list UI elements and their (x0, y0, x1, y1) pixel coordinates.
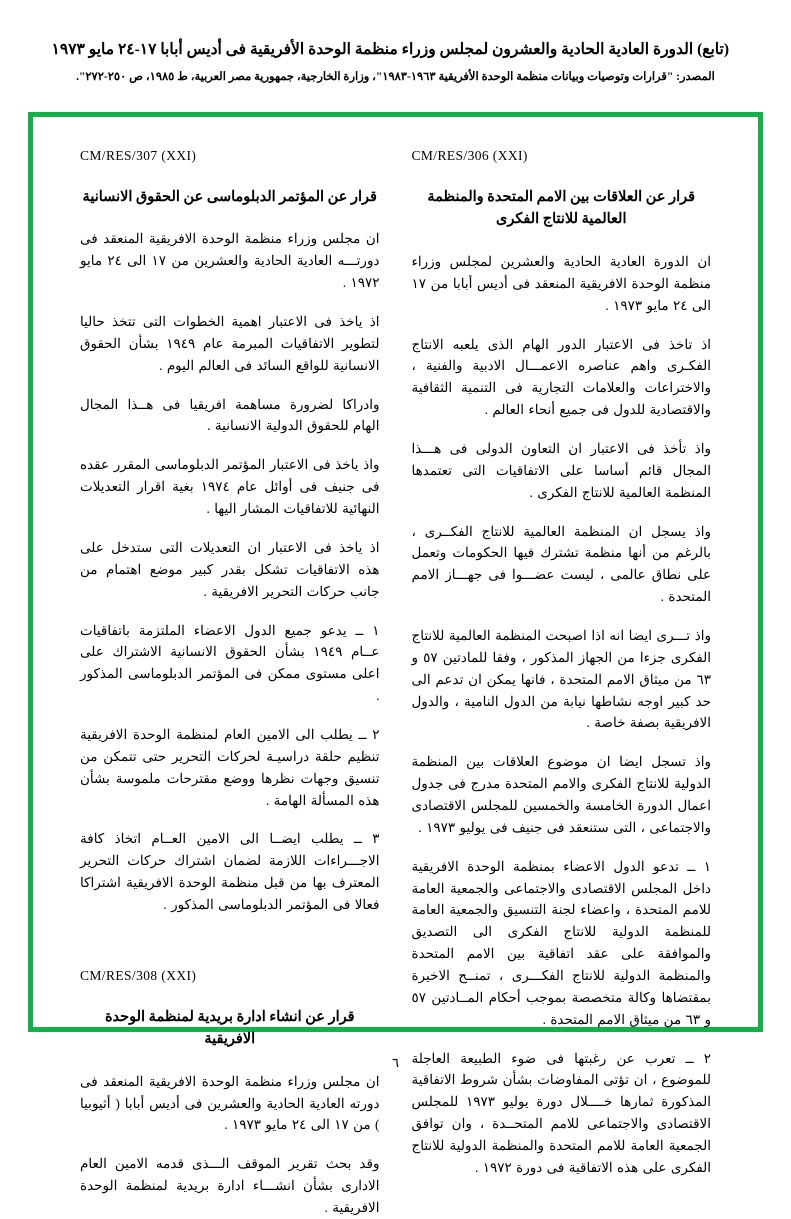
green-border-frame (28, 112, 763, 1216)
two-column-body (58, 134, 733, 1216)
resolution-title: قرار عن انشاء ادارة بريدية لمنظمة الوحدة الافريقية (104, 1008, 355, 1048)
paragraph: اذ ياخذ فى الاعتبار ان التعديلات التى ستدخل على هذه الاتفاقيات تشكل بقدر كبير موضع اهتمام من جانب حركات التحرير الافريقية . (80, 539, 380, 599)
paragraph: اذ ياخذ فى الاعتبار اهمية الخطوات التى تتخذ حاليا لتطوير الاتفاقيات المبرمة عام ١٩٤٩ بشأن الحقوق الانسانية للواقع السائد فى العالم اليوم . (80, 314, 380, 373)
paragraph: ان مجلس وزراء منظمة الوحدة الافريقية المنعقد فى دورته العادية الحادية والعشرين فى أديس أبابا ( أثيوبيا ) من ١٧ الى ٢٤ مايو ١٩٧٣ . (80, 1073, 380, 1133)
paragraph: واذ تسجل ايضا ان موضوع العلاقات بين المنظمة الدولية للانتاج الفكرى والامم المتحدة مدرج فى جدول اعمال الدورة الخامسة والخمسين للمجلس الاقتصادى والاجتماعى ، التى ستنعقد فى جنيف فى يوليو ١٩٧٣ . (411, 754, 711, 835)
resolution-code: CM/RES/306 (XXI) (411, 148, 528, 163)
header-title: (تابع) الدورة العادية الحادية والعشرون لمجلس وزراء منظمة الوحدة الأفريقية فى أديس أبابا ١٧-٢٤ مايو ١٩٧٣ (51, 41, 729, 58)
paragraph: ٢ ــ تعرب عن رغبتها فى ضوء الطبيعة العاجلة للموضوع ، ان تؤتى المفاوضات بشأن شروط الاتفاقية المذكورة ثمارها خــــلال دورة يوليو ١٩٧٣ للمجلس الاقتصادى والاجتماعى للامم المتحــدة ، وان توافق الجمعية العامة للامم المتحدة والمنظمة الدولية للانتاج الفكرى على هذه الاتفاقية فى دورة ١٩٧٢ . (411, 1050, 711, 1175)
column-left (396, 134, 734, 1175)
paragraph: ١ ــ تدعو الدول الاعضاء بمنظمة الوحدة الافريقية داخل المجلس الاقتصادى والاجتماعى والجمعية العامة للامم المتحدة ، واعضاء لجنة التنسيق والجمعية العامة للمنظمة الدولية للانتاج الفكرى الى التصديق والموافقة على عقد اتفاقية بين الامم المتحدة والمنظمة الدولية للانتاج الفكـــرى ، تمنــح الاخيرة بمقتضاها وكالة متخصصة بموجب أحكام المــادتين ٥٧ و ٦٣ من ميثاق الامم المتحدة . (411, 858, 711, 1027)
resolution-306 (412, 148, 712, 1179)
page-number: ٦ (392, 1055, 399, 1070)
paragraph: واذ تـــرى ايضا انه اذا اصبحت المنظمة العالمية للانتاج الفكرى جزءا من الجهاز المذكور ، وفقا للمادتين ٥٧ و ٦٣ من ميثاق الامم المتحدة ، فانها يمكن ان تدعم الى حد كبير اوجه نشاطها نيابة من الدول النامية ، والدول الافريقية بصفة خاصة . (411, 627, 711, 731)
paragraph: واذ تأخذ فى الاعتبار ان التعاون الدولى فى هـــذا المجال قائم أساسا على الاتفاقيات التى تعتمدها المنظمة العالمية للانتاج الفكرى . (411, 440, 711, 500)
page-header (51, 38, 729, 87)
paragraph: ان الدورة العادية الحادية والعشرين لمجلس وزراء منظمة الوحدة الافريقية المنعقد فى أديس أبابا من ١٧ الى ٢٤ مايو ١٩٧٣ . (411, 253, 711, 313)
resolution-308 (80, 968, 380, 1219)
paragraph: ٢ ــ يطلب الى الامين العام لمنظمة الوحدة الافريقية تنظيم حلقة دراسيـة لحركات التحرير حتى تتمكن من تنسيق وجهات نظرها ووضع مقترحات ملموسة بشأن هذه المسألة الهامة . (80, 726, 380, 808)
resolution-307 (80, 148, 380, 916)
paragraph: ان مجلس وزراء منظمة الوحدة الافريقية المنعقد فى دورتـــه العادية الحادية والعشرين من ١٧ الى ٢٤ مايو ١٩٧٢ . (80, 231, 380, 291)
frame-inner (39, 123, 752, 1216)
paragraph: واذ يسجل ان المنظمة العالمية للانتاج الفكــرى ، بالرغم من أنها منظمة تشترك فيها الحكومات وتعمل على نطاق عالمى ، ليست عضـــوا فى جهـــاز الامم المتحدة . (411, 523, 711, 605)
resolution-title: قرار عن العلاقات بين الامم المتحدة والمنظمة العالمية للانتاج الفكرى (427, 189, 696, 228)
paragraph: اذ تاخذ فى الاعتبار الدور الهام الذى يلعبه الانتاج الفكـرى واهم عناصره الاعمـــال الادبية والفنية ، والاختراعات والعلامات التجارية فى التنمية الثقافية والاقتصادية للدول فى جميع أنحاء العالم . (411, 336, 711, 418)
resolution-code: CM/RES/308 (XXI) (80, 967, 197, 983)
paragraph: ٣ ــ يطلب ايضــا الى الامين العــام اتخاذ كافة الاجـــراءات اللازمة لضمان اشتراك حركات التحرير المعترف بها من قبل منظمة الوحدة الافريقية اشتراكا فعالا فى المؤتمر الدبلوماسى المذكور . (80, 831, 380, 912)
section-spacer (80, 936, 380, 962)
paragraph: وقد بحث تقرير الموقف الـــذى قدمه الامين العام الادارى بشأن انشـــاء ادارة بريدية لمنظمة الوحدة الافريقية . (80, 1156, 380, 1216)
resolution-code: CM/RES/307 (XXI) (80, 148, 197, 163)
column-right (58, 134, 396, 1216)
paragraph: واذ ياخذ فى الاعتبار المؤتمر الدبلوماسى المقرر عقده فى جنيف فى أوائل عام ١٩٧٤ بغية اقرار التعديلات النهائية للاتفاقيات المشار اليها . (80, 457, 380, 517)
paragraph: وادراكا لضرورة مساهمة افريقيا فى هــذا المجال الهام للحقوق الدولية الانسانية . (80, 396, 380, 434)
header-source: المصدر: "قرارات وتوصيات وبيانات منظمة الوحدة الأفريقية ١٩٦٣-١٩٨٣"، وزارة الخارجية، جمهورية مصر العربية، ط ١٩٨٥، ص ٢٥٠-٢٧٢". (76, 71, 715, 84)
resolution-title: قرار عن المؤتمر الدبلوماسى عن الحقوق الانسانية (82, 189, 377, 205)
paragraph: ١ ــ يدعو جميع الدول الاعضاء الملتزمة باتفاقيات عــام ١٩٤٩ بشأن الحقوق الانسانية الاشتراك على اعلى مستوى ممكن فى المؤتمر الدبلوماسى المذكور . (80, 622, 380, 704)
